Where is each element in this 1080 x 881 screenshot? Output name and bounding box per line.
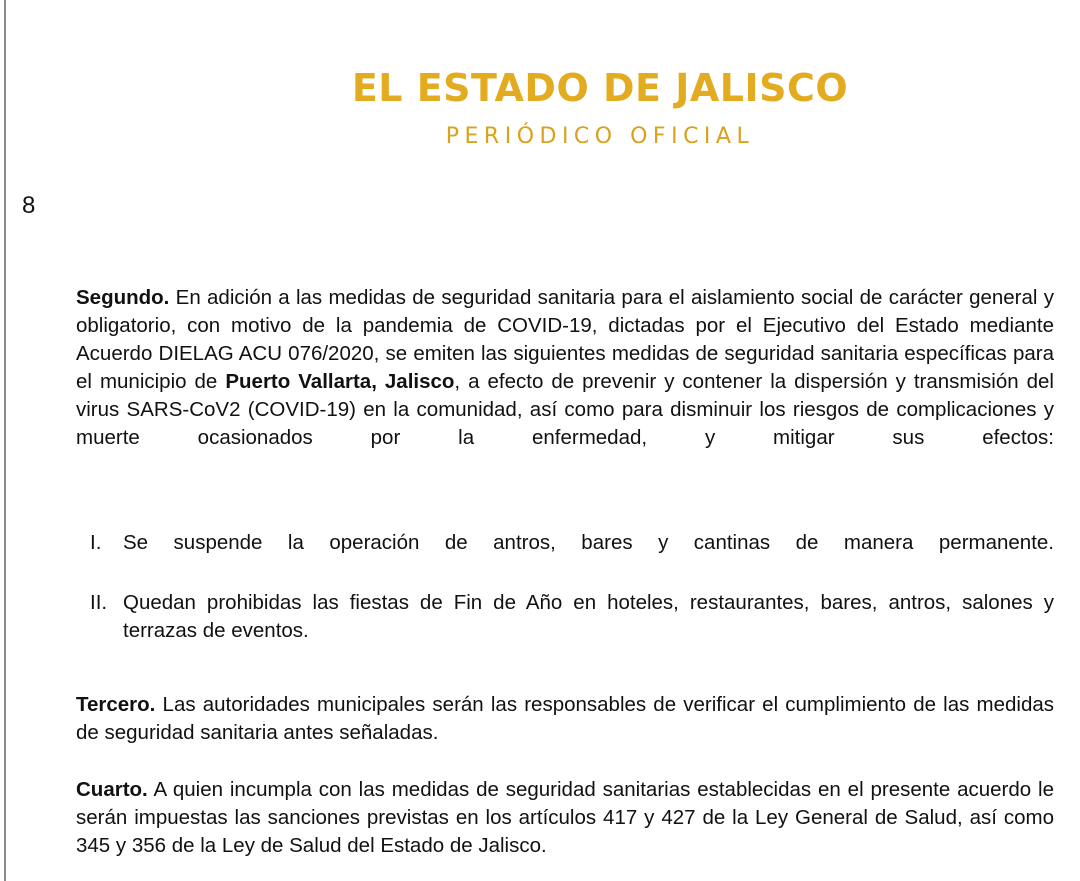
highlighted-place: Puerto Vallarta, Jalisco (225, 370, 455, 393)
paragraph-cuarto (76, 776, 1054, 860)
list-item-text: Quedan prohibidas las fiestas de Fin de Año en hoteles, restaurantes, bares, antros, salones y terrazas de eventos. (123, 591, 1054, 642)
paragraph-text: En adición a las medidas de seguridad sanitaria para el aislamiento social de carácter general y obligatorio, con motivo de la pandemia de COVID-19, dictadas por el Ejecutivo del Estado mediante Acuerdo DIELAG ACU 076/2020, se emiten las siguientes medidas de seguridad sanitaria específicas para el municipio de (76, 286, 1054, 393)
paragraph-segundo (76, 284, 1054, 452)
list-item (90, 589, 1054, 645)
paragraph-tercero (76, 691, 1054, 747)
page-number: 8 (22, 192, 36, 219)
masthead-title: EL ESTADO DE JALISCO (351, 66, 849, 110)
list-item-number: I. (90, 531, 102, 554)
paragraph-text: A quien incumpla con las medidas de seguridad sanitarias establecidas en el presente acuerdo le serán impuestas las sanciones previstas en los artículos 417 y 427 de la Ley General de Salud, así como 345 y 356 de la Ley de Salud del Estado de Jalisco. (76, 778, 1054, 857)
paragraph-heading: Cuarto. (76, 778, 148, 801)
paragraph-text: Las autoridades municipales serán las responsables de verificar el cumplimiento de las medidas de seguridad sanitaria antes señaladas. (76, 693, 1054, 744)
paragraph-heading: Segundo. (76, 286, 170, 309)
paragraph-text: , a efecto de prevenir y contener la dispersión y transmisión del virus SARS-CoV2 (COVID-19) en la comunidad, así como para disminuir los riesgos de complicaciones y muerte ocasionados por la enfermedad, y mitigar sus efectos: (76, 370, 1054, 449)
list-item-text: Se suspende la operación de antros, bares y cantinas de manera permanente. (123, 531, 1054, 554)
list-item (90, 529, 1054, 557)
masthead-subtitle: PERIÓDICO OFICIAL (445, 124, 755, 149)
list-item-number: II. (90, 591, 108, 614)
paragraph-heading: Tercero. (76, 693, 156, 716)
